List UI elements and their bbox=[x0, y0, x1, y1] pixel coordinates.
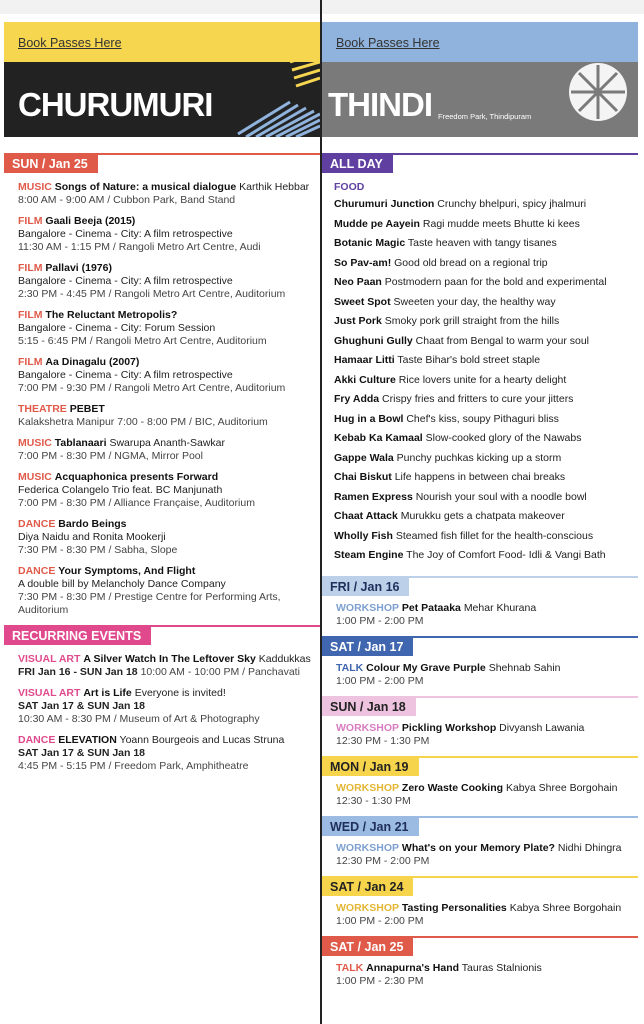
food-stall bbox=[334, 275, 638, 295]
session-time: 1:00 PM - 2:00 PM bbox=[336, 674, 424, 687]
stall-name: Ghughuni Gully bbox=[334, 334, 413, 347]
session-title: Pickling Workshop bbox=[401, 721, 497, 734]
event-item bbox=[18, 262, 320, 301]
day-heading: FRI / Jan 16 bbox=[322, 578, 409, 596]
event-title: Songs of Nature: a musical dialogue bbox=[54, 181, 237, 193]
event-dates: FRI Jan 16 - SUN Jan 18 bbox=[18, 666, 138, 678]
stall-desc: The Joy of Comfort Food- Idli & Vangi Bath bbox=[406, 549, 606, 561]
event-item bbox=[18, 565, 320, 617]
event-item bbox=[18, 356, 320, 395]
session-title: Zero Waste Cooking bbox=[401, 781, 504, 794]
event-title: A Silver Watch In The Leftover Sky bbox=[83, 653, 256, 665]
event-time: 4:45 PM - 5:15 PM / Freedom Park, Amphitheatre bbox=[18, 760, 249, 772]
event-title: Your Symptoms, And Flight bbox=[58, 565, 196, 577]
food-stall bbox=[334, 217, 638, 237]
event-item bbox=[18, 518, 320, 557]
stall-name: Chaat Attack bbox=[334, 510, 398, 522]
stall-name: Gappe Wala bbox=[334, 451, 394, 464]
session-category: TALK bbox=[336, 961, 364, 974]
session-host: Shehnab Sahin bbox=[488, 661, 561, 674]
session-time: 12:30 - 1:30 PM bbox=[336, 794, 411, 807]
session-item bbox=[336, 722, 638, 748]
event-category: FILM bbox=[18, 356, 43, 368]
food-stall bbox=[334, 490, 638, 510]
event-line: 7:00 PM - 8:30 PM / NGMA, Mirror Pool bbox=[18, 450, 203, 462]
session-category: WORKSHOP bbox=[336, 781, 399, 794]
event-item bbox=[18, 687, 320, 726]
food-stall bbox=[334, 451, 638, 471]
day-block bbox=[322, 876, 638, 928]
session-title: Annapurna's Hand bbox=[366, 961, 460, 974]
column-divider bbox=[320, 0, 322, 1024]
event-category: MUSIC bbox=[18, 181, 52, 193]
day-block bbox=[322, 636, 638, 688]
event-line: Kalakshetra Manipur 7:00 - 8:00 PM / BIC, Auditorium bbox=[18, 416, 268, 428]
day-heading: SAT / Jan 17 bbox=[322, 638, 413, 656]
event-category: DANCE bbox=[18, 734, 56, 746]
stall-name: Hamaar Litti bbox=[334, 354, 395, 366]
stall-desc: Punchy puchkas kicking up a storm bbox=[396, 451, 562, 464]
session-item bbox=[336, 962, 638, 988]
event-line: Bangalore - Cinema - City: A film retrospective bbox=[18, 228, 233, 240]
food-stall bbox=[334, 334, 638, 354]
session-host: Nidhi Dhingra bbox=[557, 841, 622, 854]
stall-desc: Steamed fish fillet for the health-conscious bbox=[395, 529, 594, 542]
event-title: Acquaphonica presents Forward bbox=[54, 471, 219, 483]
session-title: Tasting Personalities bbox=[401, 901, 507, 914]
stall-name: Akki Culture bbox=[334, 373, 396, 386]
event-dates: SAT Jan 17 & SUN Jan 18 bbox=[18, 747, 146, 759]
session-category: WORKSHOP bbox=[336, 841, 399, 854]
event-artist: Yoann Bourgeois and Lucas Struna bbox=[119, 734, 285, 746]
food-stall bbox=[334, 373, 638, 393]
session-title: Colour My Grave Purple bbox=[366, 661, 486, 674]
session-item bbox=[336, 662, 638, 688]
brand-title: CHURUMURI bbox=[18, 86, 213, 123]
food-stall bbox=[334, 470, 638, 490]
event-line: Diya Naidu and Ronita Mookerji bbox=[18, 531, 166, 543]
event-artist: Swarupa Ananth-Sawkar bbox=[109, 437, 226, 449]
session-time: 12:30 PM - 2:00 PM bbox=[336, 854, 430, 867]
stall-desc: Slow-cooked glory of the Nawabs bbox=[425, 432, 582, 444]
event-title: PEBET bbox=[69, 403, 105, 415]
stall-name: Chai Biskut bbox=[334, 471, 392, 483]
stall-name: Ramen Express bbox=[334, 490, 413, 503]
event-category: FILM bbox=[18, 309, 43, 321]
food-stall bbox=[334, 392, 638, 412]
stall-desc: Rice lovers unite for a hearty delight bbox=[398, 373, 567, 386]
event-line: Federica Colangelo Trio feat. BC Manjunath bbox=[18, 484, 223, 496]
stall-desc: Life happens in between chai breaks bbox=[394, 471, 566, 483]
event-category: MUSIC bbox=[18, 471, 52, 483]
session-host: Divyansh Lawania bbox=[499, 721, 585, 734]
churumuri-banner bbox=[4, 62, 320, 137]
stall-desc: Good old bread on a regional trip bbox=[394, 256, 548, 269]
event-title: Aa Dinagalu (2007) bbox=[45, 356, 140, 368]
event-line: Bangalore - Cinema - City: Forum Session bbox=[18, 322, 216, 334]
session-host: Kabya Shree Borgohain bbox=[505, 781, 618, 794]
stall-name: Just Pork bbox=[334, 315, 382, 327]
section-heading: RECURRING EVENTS bbox=[4, 627, 151, 645]
event-line: Bangalore - Cinema - City: A film retrospective bbox=[18, 275, 233, 287]
day-heading: WED / Jan 21 bbox=[322, 818, 419, 836]
food-stall bbox=[334, 295, 638, 315]
session-time: 12:30 PM - 1:30 PM bbox=[336, 734, 430, 747]
stall-desc: Postmodern paan for the bold and experimental bbox=[384, 276, 607, 288]
day-heading: SUN / Jan 18 bbox=[322, 698, 416, 716]
event-line: 8:00 AM - 9:00 AM / Cubbon Park, Band Stand bbox=[18, 194, 236, 206]
event-time: 7:00 PM - 9:30 PM / Rangoli Metro Art Centre, Auditorium bbox=[18, 382, 286, 394]
stall-name: So Pav-am! bbox=[334, 256, 392, 269]
food-stall bbox=[334, 197, 638, 217]
event-category: VISUAL ART bbox=[18, 653, 81, 665]
stall-name: Churumuri Junction bbox=[334, 198, 435, 210]
top-strip bbox=[0, 0, 644, 14]
event-category: FILM bbox=[18, 262, 43, 274]
event-item bbox=[18, 653, 320, 679]
brand-location: Freedom Park, Thindipuram bbox=[438, 112, 532, 121]
stall-desc: Ragi mudde meets Bhutte ki kees bbox=[422, 217, 580, 230]
stripe-decoration-icon bbox=[230, 62, 320, 137]
stall-name: Neo Paan bbox=[334, 276, 382, 288]
session-title: What's on your Memory Plate? bbox=[401, 841, 555, 854]
event-venue: Auditorium bbox=[18, 604, 69, 616]
event-title: Bardo Beings bbox=[58, 518, 127, 530]
session-title: Pet Pataaka bbox=[401, 601, 461, 614]
event-category: VISUAL ART bbox=[18, 687, 81, 699]
stall-desc: Crunchy bhelpuri, spicy jhalmuri bbox=[437, 198, 587, 210]
section-heading: ALL DAY bbox=[322, 155, 393, 173]
event-time: 10:30 AM - 8:30 PM / Museum of Art & Photography bbox=[18, 713, 260, 725]
stall-desc: Murukku gets a chatpata makeover bbox=[400, 510, 565, 522]
event-artist: Kaddukkas bbox=[258, 653, 311, 665]
food-stall bbox=[334, 529, 638, 549]
event-category: FILM bbox=[18, 215, 43, 227]
event-title: Art is Life bbox=[83, 687, 132, 699]
day-block bbox=[322, 756, 638, 808]
event-item bbox=[18, 403, 320, 429]
churumuri-column bbox=[4, 22, 320, 781]
food-stall bbox=[334, 353, 638, 373]
event-category: THEATRE bbox=[18, 403, 67, 415]
thindi-column bbox=[322, 22, 638, 994]
event-time: 2:30 PM - 4:45 PM / Rangoli Metro Art Centre, Auditorium bbox=[18, 288, 286, 300]
session-item bbox=[336, 782, 638, 808]
session-host: Mehar Khurana bbox=[463, 601, 537, 614]
event-category: DANCE bbox=[18, 565, 56, 577]
stall-name: Kebab Ka Kamaal bbox=[334, 432, 423, 444]
stall-desc: Smoky pork grill straight from the hills bbox=[384, 315, 560, 327]
book-passes-link[interactable]: Book Passes Here bbox=[322, 22, 638, 62]
stall-desc: Nourish your soul with a noodle bowl bbox=[415, 490, 587, 503]
session-time: 1:00 PM - 2:30 PM bbox=[336, 974, 424, 987]
citrus-slice-icon bbox=[566, 62, 630, 124]
event-title: Gaali Beeja (2015) bbox=[45, 215, 136, 227]
session-item bbox=[336, 602, 638, 628]
stall-desc: Taste Bihar's bold street staple bbox=[397, 354, 541, 366]
day-heading: SAT / Jan 25 bbox=[322, 938, 413, 956]
event-item bbox=[18, 181, 320, 207]
event-time: 7:30 PM - 8:30 PM / Sabha, Slope bbox=[18, 544, 178, 556]
day-heading: MON / Jan 19 bbox=[322, 758, 419, 776]
session-category: WORKSHOP bbox=[336, 721, 399, 734]
stall-desc: Sweeten your day, the healthy way bbox=[393, 295, 556, 308]
section-heading: SUN / Jan 25 bbox=[4, 155, 98, 173]
food-stall bbox=[334, 256, 638, 276]
stall-desc: Chaat from Bengal to warm your soul bbox=[415, 334, 589, 347]
day-block bbox=[322, 816, 638, 868]
stall-name: Wholly Fish bbox=[334, 529, 393, 542]
session-time: 1:00 PM - 2:00 PM bbox=[336, 914, 424, 927]
event-time: 10:00 AM - 10:00 PM / Panchavati bbox=[140, 666, 300, 678]
event-item bbox=[18, 309, 320, 348]
food-stall bbox=[334, 509, 638, 529]
food-label: FOOD bbox=[334, 181, 365, 193]
event-title: Tablanaari bbox=[54, 437, 107, 449]
event-category: DANCE bbox=[18, 518, 56, 530]
book-passes-link[interactable]: Book Passes Here bbox=[4, 22, 320, 62]
brand-title: THINDI bbox=[328, 86, 432, 123]
stall-desc: Taste heaven with tangy tisanes bbox=[407, 237, 557, 249]
event-time: 7:30 PM - 8:30 PM / Prestige Centre for Performing Arts, bbox=[18, 591, 281, 603]
session-item bbox=[336, 902, 638, 928]
event-dates: SAT Jan 17 & SUN Jan 18 bbox=[18, 700, 146, 712]
stall-desc: Chef's kiss, soupy Pithaguri bliss bbox=[406, 412, 559, 425]
event-title: The Reluctant Metropolis? bbox=[45, 309, 178, 321]
day-heading: SAT / Jan 24 bbox=[322, 878, 413, 896]
food-stall bbox=[334, 412, 638, 432]
event-title: Pallavi (1976) bbox=[45, 262, 112, 274]
thindi-banner bbox=[322, 62, 638, 137]
event-item bbox=[18, 471, 320, 510]
session-host: Tauras Stalnionis bbox=[461, 961, 542, 974]
event-artist: Karthik Hebbar bbox=[239, 181, 310, 193]
stall-name: Mudde pe Aayein bbox=[334, 217, 420, 230]
stall-desc: Crispy fries and fritters to cure your jitters bbox=[382, 393, 574, 405]
session-category: TALK bbox=[336, 661, 364, 674]
event-line: Bangalore - Cinema - City: A film retrospective bbox=[18, 369, 233, 381]
food-stall bbox=[334, 431, 638, 451]
day-block bbox=[322, 696, 638, 748]
event-line: A double bill by Melancholy Dance Company bbox=[18, 578, 226, 590]
event-time: 11:30 AM - 1:15 PM / Rangoli Metro Art Centre, Audi bbox=[18, 241, 261, 253]
event-time: 7:00 PM - 8:30 PM / Alliance Française, Auditorium bbox=[18, 497, 255, 509]
event-artist: Everyone is invited! bbox=[134, 687, 226, 699]
food-stall bbox=[334, 548, 638, 568]
day-block bbox=[322, 576, 638, 628]
stall-name: Hug in a Bowl bbox=[334, 412, 404, 425]
session-category: WORKSHOP bbox=[336, 601, 399, 614]
session-host: Kabya Shree Borgohain bbox=[509, 901, 622, 914]
day-schedule bbox=[322, 576, 638, 988]
event-item bbox=[18, 437, 320, 463]
stall-name: Steam Engine bbox=[334, 549, 404, 561]
session-time: 1:00 PM - 2:00 PM bbox=[336, 614, 424, 627]
session-item bbox=[336, 842, 638, 868]
event-time: 5:15 - 6:45 PM / Rangoli Metro Art Centre, Auditorium bbox=[18, 335, 267, 347]
stall-name: Sweet Spot bbox=[334, 295, 391, 308]
food-stall bbox=[334, 314, 638, 334]
event-title: ELEVATION bbox=[58, 734, 117, 746]
stall-name: Fry Adda bbox=[334, 393, 380, 405]
event-item bbox=[18, 734, 320, 773]
session-category: WORKSHOP bbox=[336, 901, 399, 914]
event-item bbox=[18, 215, 320, 254]
food-stall bbox=[334, 236, 638, 256]
day-block bbox=[322, 936, 638, 988]
event-category: MUSIC bbox=[18, 437, 52, 449]
stall-name: Botanic Magic bbox=[334, 237, 406, 249]
